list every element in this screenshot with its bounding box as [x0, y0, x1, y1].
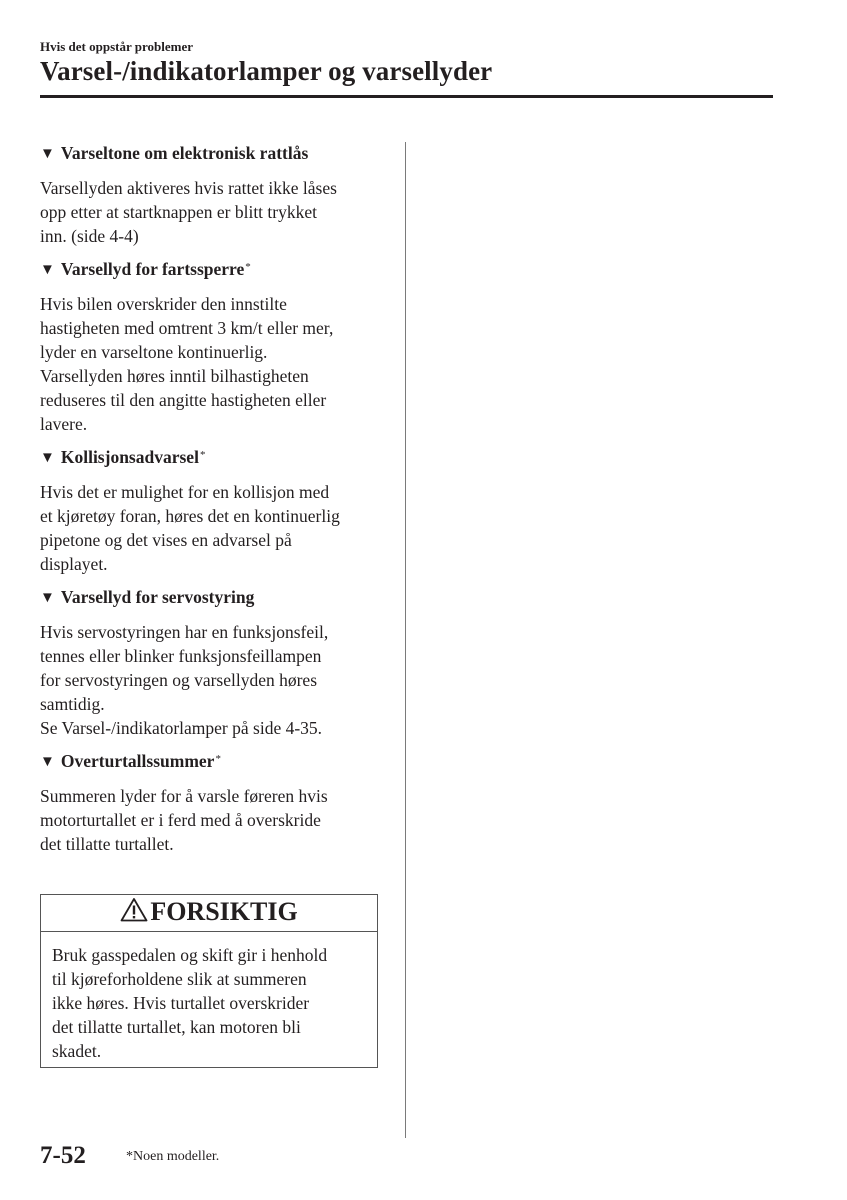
section-steering-lock [40, 141, 390, 248]
section-text: Varsellyden aktiveres hvis rattet ikke låses opp etter at startknappen er blitt trykket inn. (side 4-4) [40, 178, 337, 246]
warning-triangle-icon [120, 897, 148, 922]
section-text: Summeren lyder for å varsle føreren hvis motorturtallet er i ferd med å overskride det tillatte turtallet. [40, 786, 328, 854]
title-rule [40, 95, 773, 98]
triangle-down-icon: ▼ [40, 146, 55, 162]
section-text: Hvis bilen overskrider den innstilte hastigheten med omtrent 3 km/t eller mer, lyder en varseltone kontinuerlig. Varsellyden høres inntil bilhastigheten reduseres til den angitte hastigheten eller lavere. [40, 294, 334, 434]
triangle-down-icon: ▼ [40, 450, 55, 466]
section-heading [40, 445, 390, 470]
caution-box [40, 894, 378, 1068]
section-text: Hvis servostyringen har en funksjonsfeil, tennes eller blinker funksjonsfeillampen for servostyringen og varsellyden høres samtidig. Se Varsel-/indikatorlamper på side 4-35. [40, 622, 329, 738]
section-text: Hvis det er mulighet for en kollisjon med et kjøretøy foran, høres det en kontinuerlig pipetone og det vises en advarsel på displayet. [40, 482, 340, 574]
chapter-label: Hvis det oppstår problemer [40, 39, 193, 54]
caution-text: Bruk gasspedalen og skift gir i henhold til kjøreforholdene slik at summeren ikke høres. Hvis turtallet overskrider det tillatte turtallet, kan motoren bli skadet. [52, 945, 328, 1061]
section-heading-text: Varseltone om elektronisk rattlås [60, 143, 309, 163]
section-heading [40, 141, 390, 166]
section-heading [40, 257, 390, 282]
page-title: Varsel-/indikatorlamper og varsellyder [40, 56, 493, 86]
section-collision-warning [40, 445, 390, 576]
triangle-down-icon: ▼ [40, 590, 55, 606]
caution-header [41, 895, 377, 932]
section-heading-text: Kollisjonsadvarsel [60, 447, 199, 467]
caution-title: FORSIKTIG [150, 897, 298, 926]
triangle-down-icon: ▼ [40, 262, 55, 278]
section-speed-limiter [40, 257, 390, 436]
footnote: *Noen modeller. [126, 1149, 220, 1164]
page-number: 7-52 [40, 1142, 86, 1169]
footnote-star: * [245, 261, 251, 273]
section-heading-text: Varsellyd for fartssperre [60, 259, 245, 279]
section-heading [40, 749, 390, 774]
section-heading [40, 585, 390, 610]
column-divider [405, 142, 406, 1138]
section-power-steering [40, 585, 390, 740]
left-column [40, 141, 390, 865]
footnote-star: * [215, 753, 221, 765]
footnote-star: * [199, 449, 206, 461]
triangle-down-icon: ▼ [40, 754, 55, 770]
section-heading-text: Varsellyd for servostyring [60, 587, 255, 607]
section-heading-text: Overturtallssummer [60, 751, 215, 771]
section-overspeed-buzzer [40, 749, 390, 856]
